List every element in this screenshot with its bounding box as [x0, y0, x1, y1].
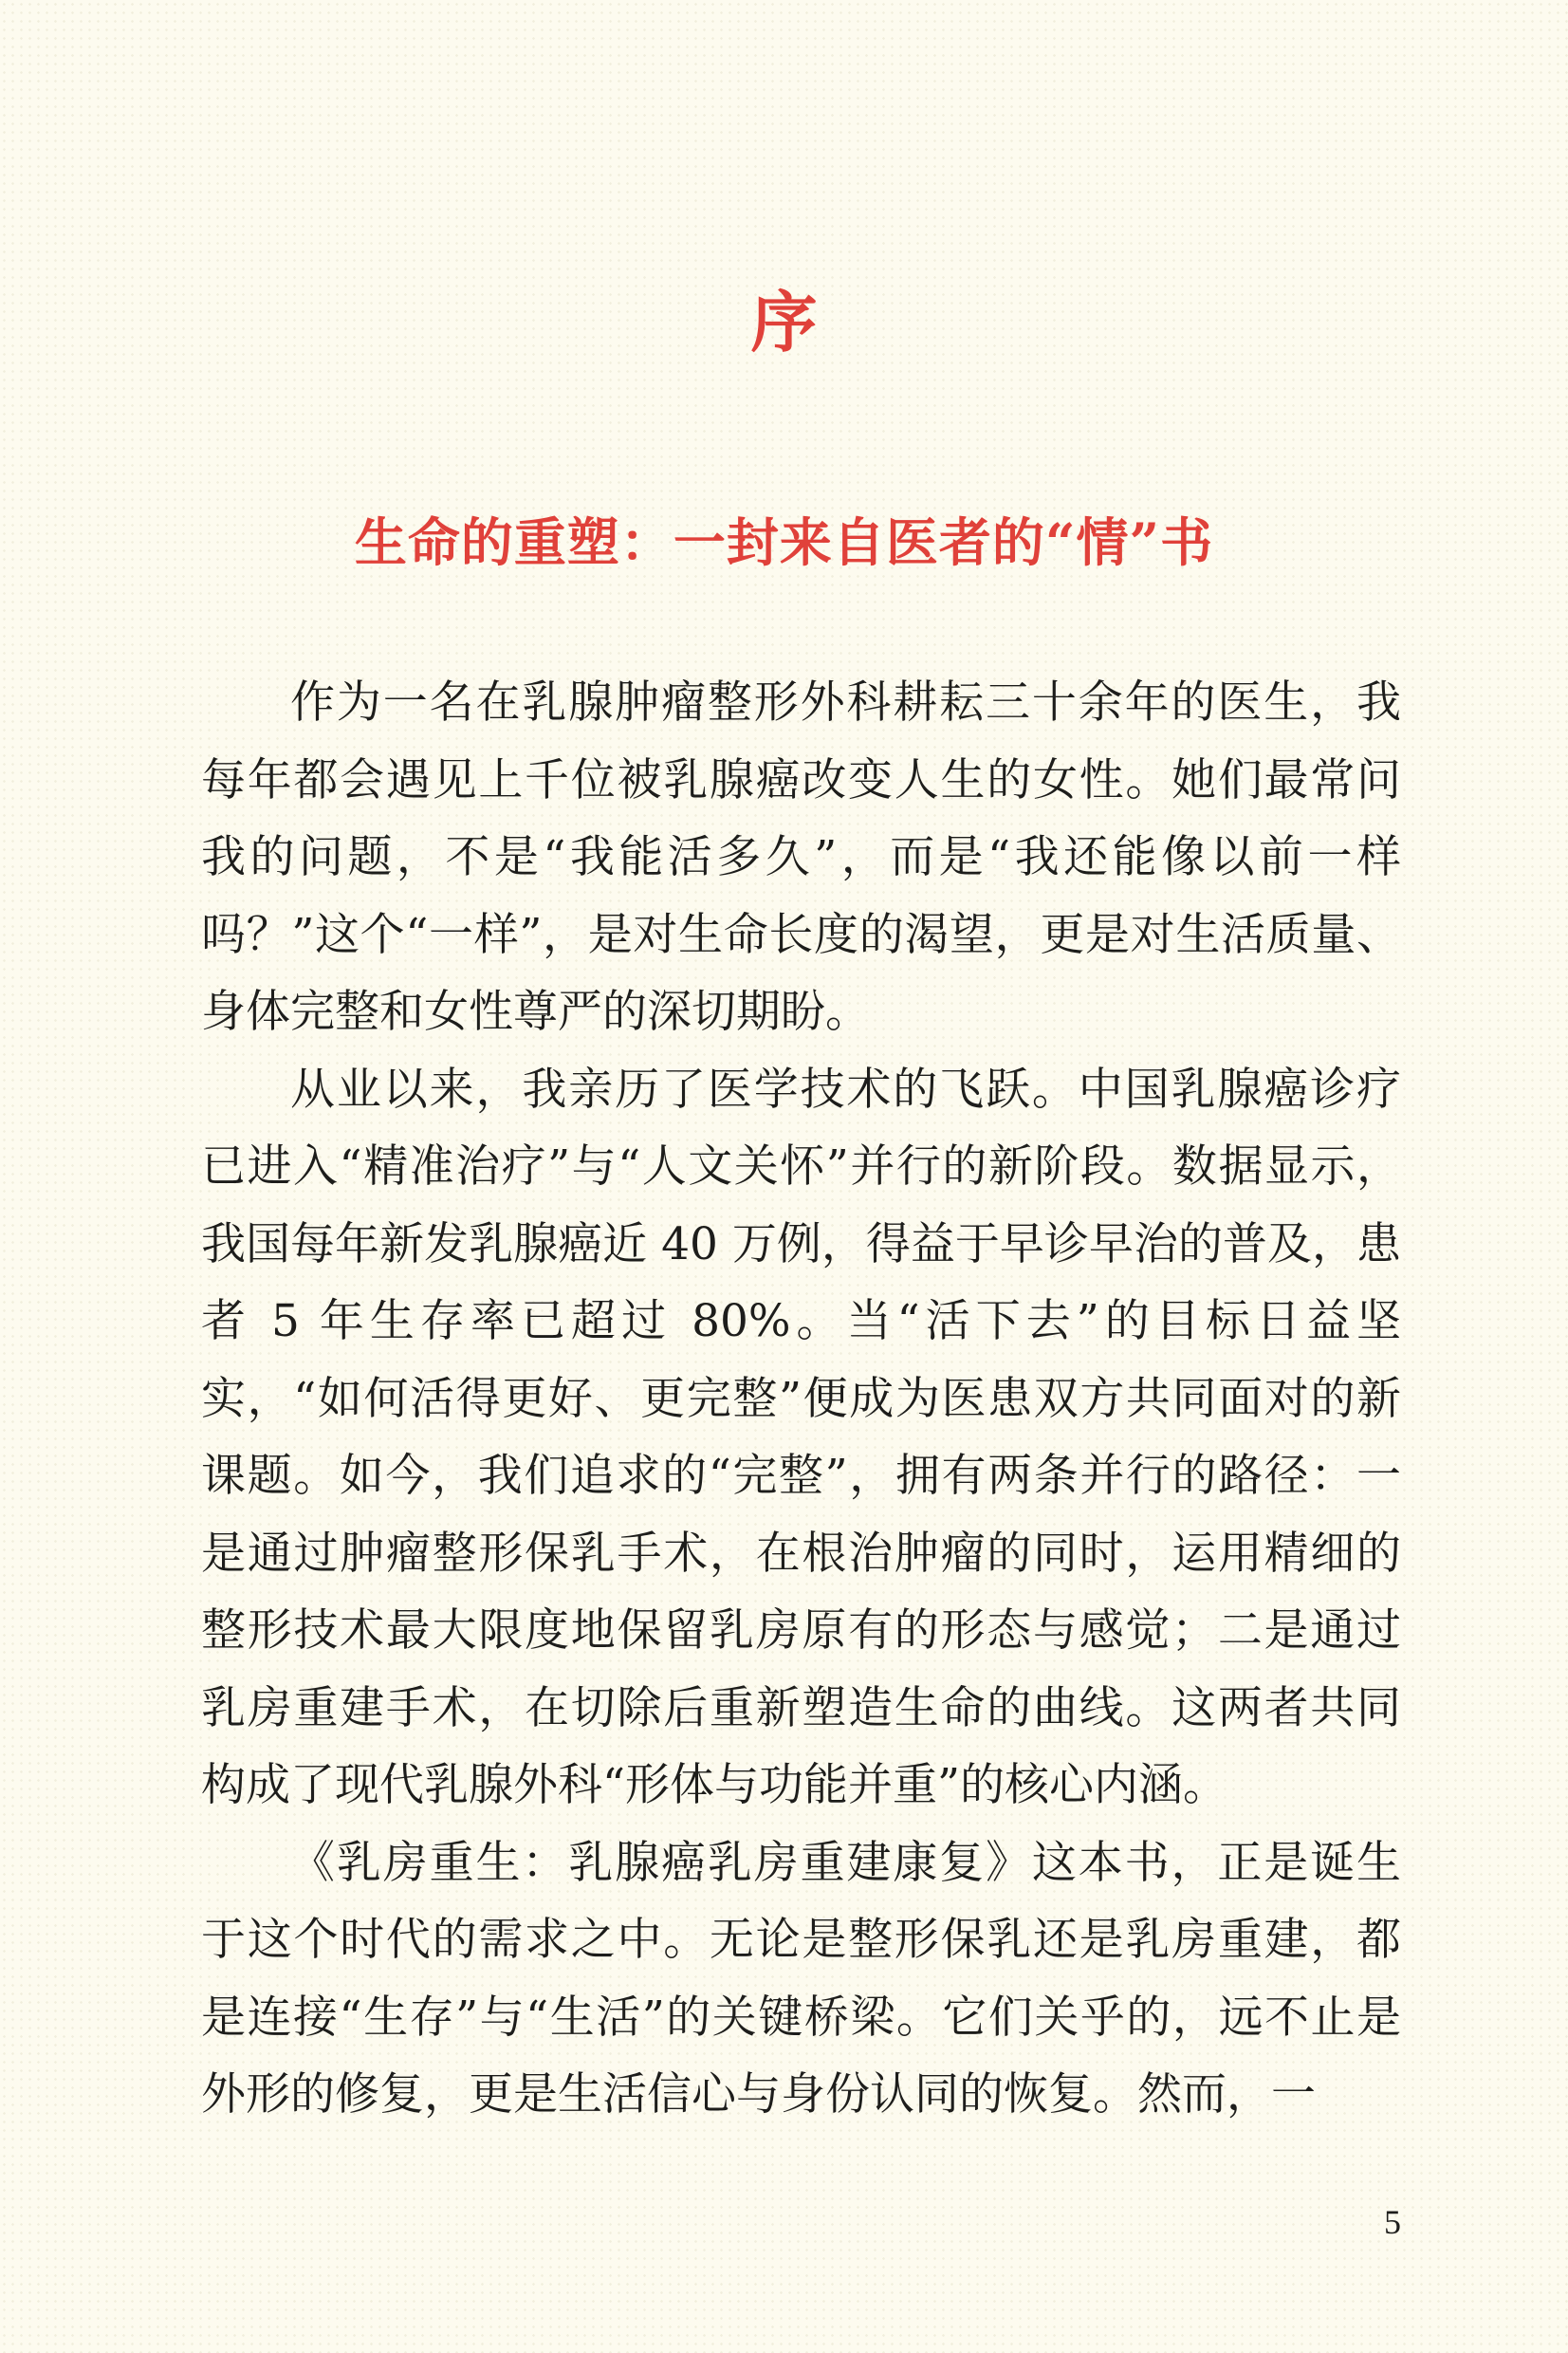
page-number: 5	[1384, 2203, 1401, 2241]
chapter-title: 序	[750, 284, 818, 361]
section-subtitle: 生命的重塑：一封来自医者的“情”书	[354, 511, 1214, 573]
paragraph: 《乳房重生：乳腺癌乳房重建康复》这本书，正是诞生于这个时代的需求之中。无论是整形保乳还是乳房重建，都是连接“生存”与“生活”的关键桥梁。它们关乎的，远不止是外形的修复，更是生活信心与身份认同的恢复。然而，一	[201, 1836, 1401, 2121]
paragraph: 从业以来，我亲历了医学技术的飞跃。中国乳腺癌诊疗已进入“精准治疗”与“人文关怀”并行的新阶段。数据显示，我国每年新发乳腺癌近 40 万例，得益于早诊早治的普及，患者 5 年生存率已超过 80%。当“活下去”的目标日益坚实，“如何活得更好、更完整”便成为医患双方共同面对的新课题。如今，我们追求的“完整”，拥有两条并行的路径：一是通过肿瘤整形保乳手术，在根治肿瘤的同时，运用精细的整形技术最大限度地保留乳房原有的形态与感觉；二是通过乳房重建手术，在切除后重新塑造生命的曲线。这两者共同构成了现代乳腺外科“形体与功能并重”的核心内涵。	[201, 1063, 1401, 1811]
body-text	[201, 664, 1401, 2134]
paragraph: 作为一名在乳腺肿瘤整形外科耕耘三十余年的医生，我每年都会遇见上千位被乳腺癌改变人生的女性。她们最常问我的问题，不是“我能活多久”，而是“我还能像以前一样吗？”这个“一样”，是对生命长度的渴望，更是对生活质量、身体完整和女性尊严的深切期盼。	[201, 676, 1401, 1038]
